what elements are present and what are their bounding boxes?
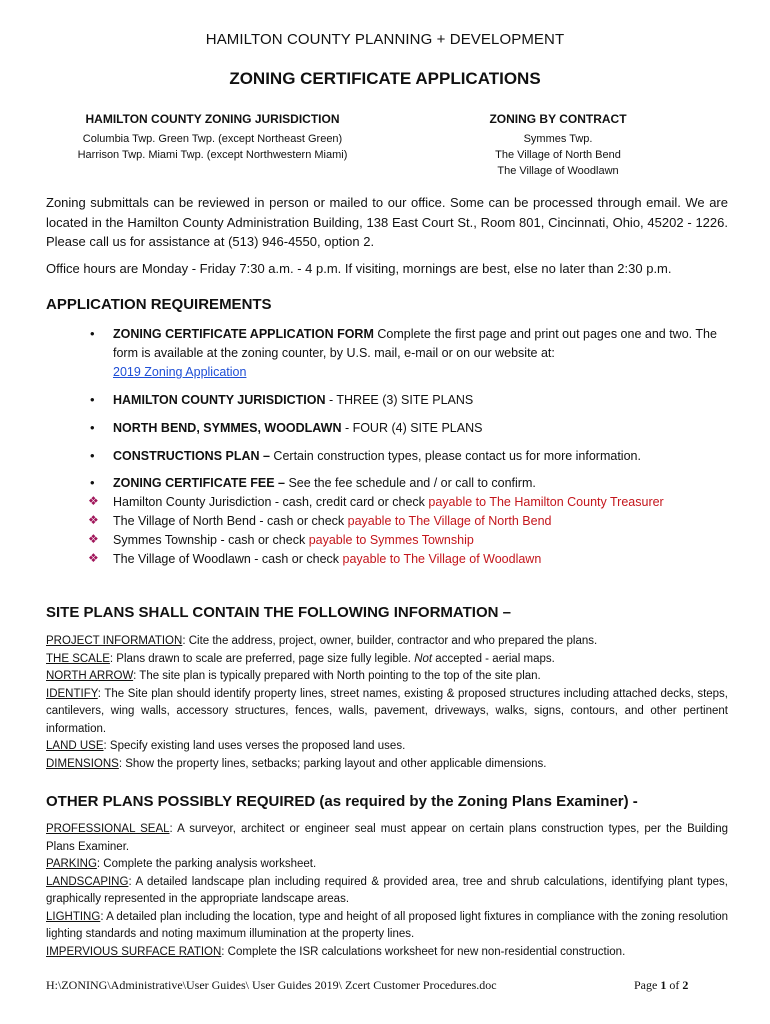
total-pages: 2 [682, 978, 689, 992]
item-text: : A surveyor, architect or engineer seal must appear on certain plans construction types, per the Building Plans Examiner. [46, 823, 728, 853]
page-of: of [666, 978, 683, 992]
payable-to: payable to The Village of Woodlawn [342, 552, 542, 566]
item-text: : Complete the parking analysis worksheet. [96, 858, 317, 870]
requirement-text: Certain construction types, please contact us for more information. [269, 449, 641, 463]
item-label: PROFESSIONAL SEAL [46, 823, 170, 835]
requirement-item [113, 419, 728, 438]
bullet-icon: • [90, 448, 95, 463]
item-emphasis: Not [414, 652, 433, 665]
item-label: NORTH ARROW [46, 670, 134, 682]
requirements-heading: APPLICATION REQUIREMENTS [46, 296, 272, 313]
office-hours-paragraph: Office hours are Monday - Friday 7:30 a.m. - 4 p.m. If visiting, mornings are best, else no later than 2:30 p.m. [46, 261, 672, 276]
diamond-bullet-icon: ❖ [88, 494, 99, 508]
item-label: THE SCALE [46, 652, 110, 665]
item-text: : Specify existing land uses verses the proposed land uses. [103, 740, 406, 752]
site-plan-item [46, 651, 728, 669]
item-text: accepted - aerial maps. [432, 652, 555, 665]
item-text: : The Site plan should identify property lines, street names, existing & proposed structures including attached decks, steps, cantilevers, wing walls, accessory structures, fences, walls, pavement, driveways, walks, signs, contours, and other pertinent information. [46, 687, 728, 735]
requirement-text: - FOUR (4) SITE PLANS [341, 421, 483, 435]
payable-to: payable to The Village of North Bend [347, 514, 552, 528]
contract-zoning-line: Symmes Twp. [523, 133, 593, 145]
intro-paragraph: Zoning submittals can be reviewed in person or mailed to our office. Some can be processed through email. We are located in the Hamilton County Administration Building, 138 East Court St., Room 801, Cincinnati, Ohio, 45202 - 1226. Please call us for assistance at (513) 946-4550, option 2. [46, 195, 728, 249]
other-plan-item [46, 944, 728, 962]
requirement-label: CONSTRUCTIONS PLAN – [113, 449, 270, 463]
contract-zoning-heading: ZONING BY CONTRACT [489, 112, 627, 126]
current-page: 1 [660, 978, 667, 992]
diamond-bullet-icon: ❖ [88, 532, 99, 546]
requirement-label: ZONING CERTIFICATE FEE – [113, 476, 285, 490]
site-plan-item [46, 686, 728, 739]
item-label: IDENTIFY [46, 687, 98, 700]
requirement-label: NORTH BEND, SYMMES, WOODLAWN [113, 421, 342, 435]
item-text: : The site plan is typically prepared with North pointing to the top of the site plan. [133, 670, 541, 682]
site-plans-heading: SITE PLANS SHALL CONTAIN THE FOLLOWING INFORMATION – [46, 604, 511, 621]
requirement-fee-item [113, 474, 728, 493]
site-plan-item [46, 668, 728, 686]
item-label: DIMENSIONS [46, 757, 119, 770]
fee-text: The Village of North Bend - cash or check [113, 514, 348, 528]
fee-text: The Village of Woodlawn - cash or check [113, 552, 343, 566]
bullet-icon: • [90, 475, 95, 490]
county-jurisdiction-line: Harrison Twp. Miami Twp. (except Northwestern Miami) [77, 149, 348, 161]
fee-text: Symmes Township - cash or check [113, 533, 309, 547]
other-plan-item [46, 856, 728, 874]
fee-item [113, 512, 728, 531]
bullet-icon: • [90, 326, 95, 341]
bullet-icon: • [90, 420, 95, 435]
item-label: IMPERVIOUS SURFACE RATION [46, 945, 222, 958]
contract-zoning-block [440, 112, 676, 179]
payable-to: payable to The Hamilton County Treasurer [428, 495, 664, 509]
item-label: LANDSCAPING [46, 875, 129, 888]
page-title: ZONING CERTIFICATE APPLICATIONS [229, 69, 541, 88]
item-text: : A detailed plan including the location, type and height of all proposed light fixtures in compliance with the zoning resolution lighting standards and noting maximum illumination at the property lines. [46, 910, 728, 940]
item-text: : Cite the address, project, owner, builder, contractor and who prepared the plans. [182, 635, 598, 647]
item-text: : Show the property lines, setbacks; parking layout and other applicable dimensions. [118, 757, 547, 770]
other-plan-item [46, 874, 728, 909]
requirement-item [113, 391, 728, 410]
requirement-text: Complete the first page and print out pages one and two. The form is available at the zoning counter, by U.S. mail, e-mail or on our website at: [113, 327, 717, 360]
item-text: : Plans drawn to scale are preferred, page size fully legible. [109, 652, 415, 665]
requirement-label: HAMILTON COUNTY JURISDICTION [113, 393, 326, 407]
site-plan-item [46, 633, 728, 651]
item-text: : Complete the ISR calculations worksheet for new non-residential construction. [221, 945, 626, 958]
zoning-application-link[interactable]: 2019 Zoning Application [113, 365, 247, 379]
county-jurisdiction-line: Columbia Twp. Green Twp. (except Northeast Green) [82, 133, 343, 145]
fee-item [113, 550, 728, 569]
other-plans-list [46, 821, 728, 961]
fee-item [113, 493, 728, 512]
contract-zoning-line: The Village of North Bend [495, 149, 621, 161]
contract-zoning-line: The Village of Woodlawn [497, 165, 619, 177]
item-label: PROJECT INFORMATION [46, 635, 183, 647]
other-plan-item [46, 821, 728, 856]
requirement-text: See the fee schedule and / or call to confirm. [285, 476, 536, 490]
payable-to: payable to Symmes Township [308, 533, 474, 547]
county-jurisdiction-heading: HAMILTON COUNTY ZONING JURISDICTION [85, 112, 340, 126]
fee-item [113, 531, 728, 550]
bullet-icon: • [90, 392, 95, 407]
requirement-label: ZONING CERTIFICATE APPLICATION FORM [113, 327, 374, 341]
requirement-item [113, 447, 728, 466]
other-plan-item [46, 909, 728, 944]
item-label: LIGHTING [46, 910, 101, 923]
department-header: HAMILTON COUNTY PLANNING + DEVELOPMENT [205, 31, 565, 48]
item-label: LAND USE [46, 740, 104, 752]
page-number [634, 978, 688, 993]
page-label: Page [634, 978, 661, 992]
item-text: : A detailed landscape plan including required & provided area, tree and shrub calculations, identifying plant types, graphically represented in the appropriate landscape areas. [46, 875, 728, 905]
fee-text: Hamilton County Jurisdiction - cash, credit card or check [113, 495, 429, 509]
requirement-form-item [113, 325, 728, 382]
other-plans-heading: OTHER PLANS POSSIBLY REQUIRED (as required by the Zoning Plans Examiner) - [46, 793, 638, 810]
county-jurisdiction-block [40, 112, 385, 163]
site-plan-item [46, 738, 728, 756]
requirement-text: - THREE (3) SITE PLANS [325, 393, 474, 407]
site-plans-list [46, 633, 728, 773]
footer-file-path: H:\ZONING\Administrative\User Guides\ User Guides 2019\ Zcert Customer Procedures.doc [46, 978, 497, 992]
site-plan-item [46, 756, 728, 774]
item-label: PARKING [46, 858, 97, 870]
diamond-bullet-icon: ❖ [88, 513, 99, 527]
diamond-bullet-icon: ❖ [88, 551, 99, 565]
